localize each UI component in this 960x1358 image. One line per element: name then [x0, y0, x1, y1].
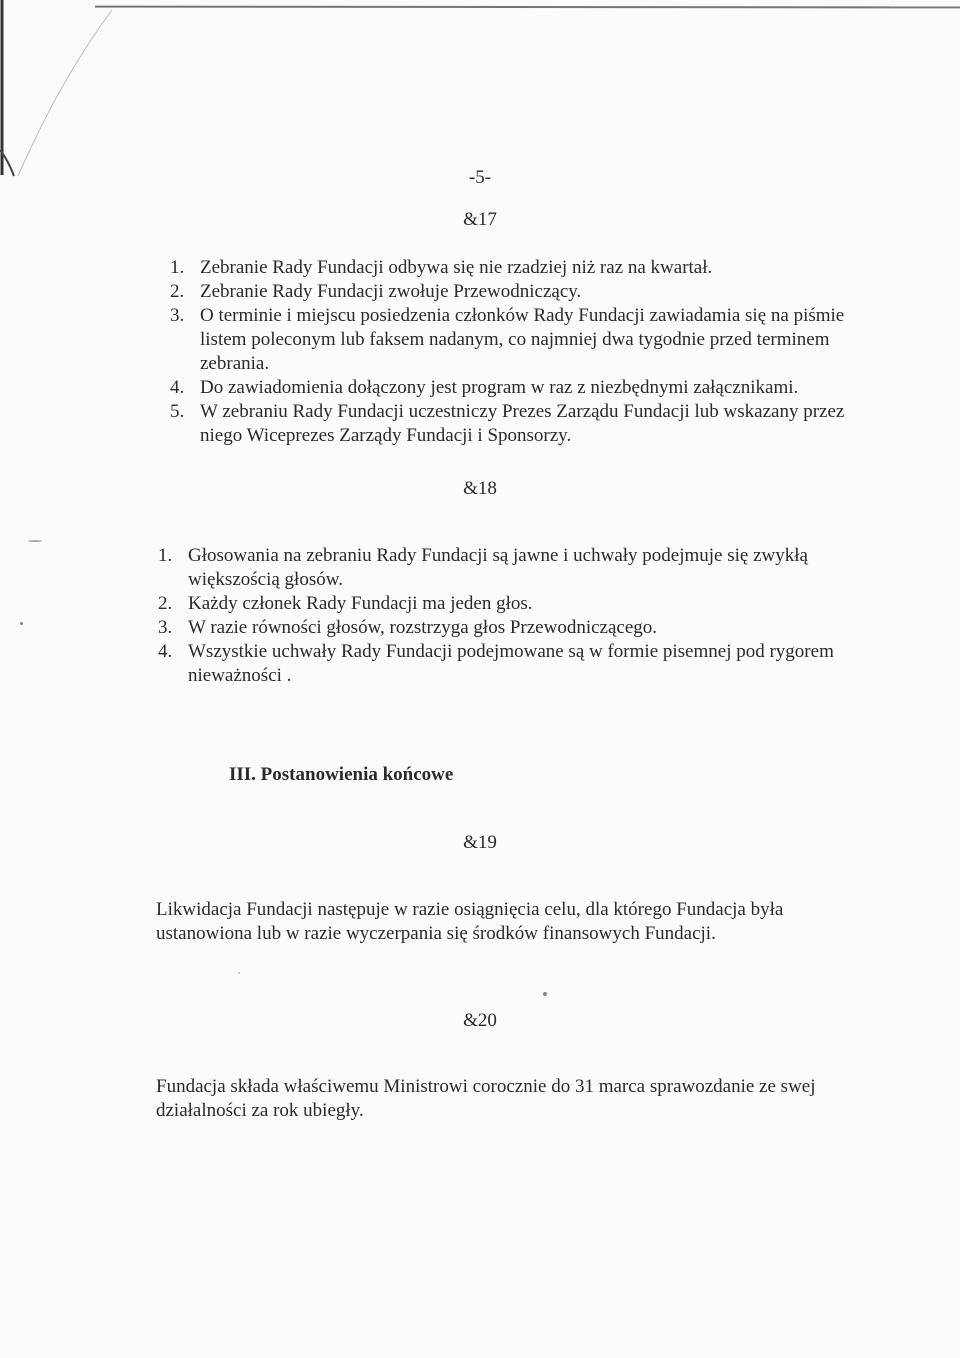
item-number: 1. [170, 257, 185, 278]
item-text: Głosowania na zebraniu Rady Fundacji są jawne i uchwały podejmuje się zwykłą większością głosów. [188, 545, 808, 590]
list-item [170, 400, 870, 448]
item-text: Wszystkie uchwały Rady Fundacji podejmowane są w formie pisemnej pod rygorem nieważności . [188, 641, 834, 686]
section-17-list [170, 256, 870, 448]
item-number: 4. [170, 377, 185, 398]
section-18-list [158, 544, 868, 688]
scan-speck [20, 622, 23, 625]
item-text: Zebranie Rady Fundacji zwołuje Przewodniczący. [200, 281, 582, 302]
list-item [158, 616, 868, 640]
item-number: 4. [158, 641, 173, 662]
list-item [170, 256, 870, 280]
item-number: 3. [158, 617, 173, 638]
section-19-paragraph: Likwidacja Fundacji następuje w razie osiągnięcia celu, dla którego Fundacja była ustanowiona lub w razie wyczerpania się środków finansowych Fundacji. [156, 899, 784, 944]
item-number: 3. [170, 305, 185, 326]
section-20-paragraph: Fundacja składa właściwemu Ministrowi corocznie do 31 marca sprawozdanie ze swej działalności za rok ubiegły. [156, 1076, 816, 1121]
section-heading-19: &19 [463, 832, 497, 853]
list-item [170, 280, 870, 304]
item-number: 1. [158, 545, 173, 566]
item-number: 2. [158, 593, 173, 614]
item-text: Każdy członek Rady Fundacji ma jeden głos. [188, 593, 533, 614]
section-heading-18: &18 [463, 478, 497, 499]
item-text: O terminie i miejscu posiedzenia członków Rady Fundacji zawiadamia się na piśmie listem poleconym lub faksem nadanym, co najmniej dwa tygodnie przed terminem zebrania. [200, 305, 845, 374]
list-item [158, 592, 868, 616]
item-number: 2. [170, 281, 185, 302]
scan-speck [238, 972, 240, 974]
scan-edge-top [95, 6, 960, 9]
list-item [170, 376, 870, 400]
item-text: W razie równości głosów, rozstrzyga głos Przewodniczącego. [188, 617, 658, 638]
item-text: W zebraniu Rady Fundacji uczestniczy Prezes Zarządu Fundacji lub wskazany przez niego Wiceprezes Zarządy Fundacji i Sponsorzy. [200, 401, 845, 446]
list-item [158, 544, 868, 592]
section-heading-17: &17 [463, 209, 497, 230]
chapter-title: III. Postanowienia końcowe [229, 764, 454, 785]
scan-speck [28, 540, 42, 542]
item-text: Do zawiadomienia dołączony jest program w raz z niezbędnymi załącznikami. [200, 377, 799, 398]
list-item [170, 304, 870, 376]
page-number: -5- [468, 167, 492, 188]
scan-speck [543, 992, 547, 996]
item-text: Zebranie Rady Fundacji odbywa się nie rzadziej niż raz na kwartał. [200, 257, 713, 278]
list-item [158, 640, 868, 688]
section-heading-20: &20 [463, 1010, 497, 1031]
item-number: 5. [170, 401, 185, 422]
